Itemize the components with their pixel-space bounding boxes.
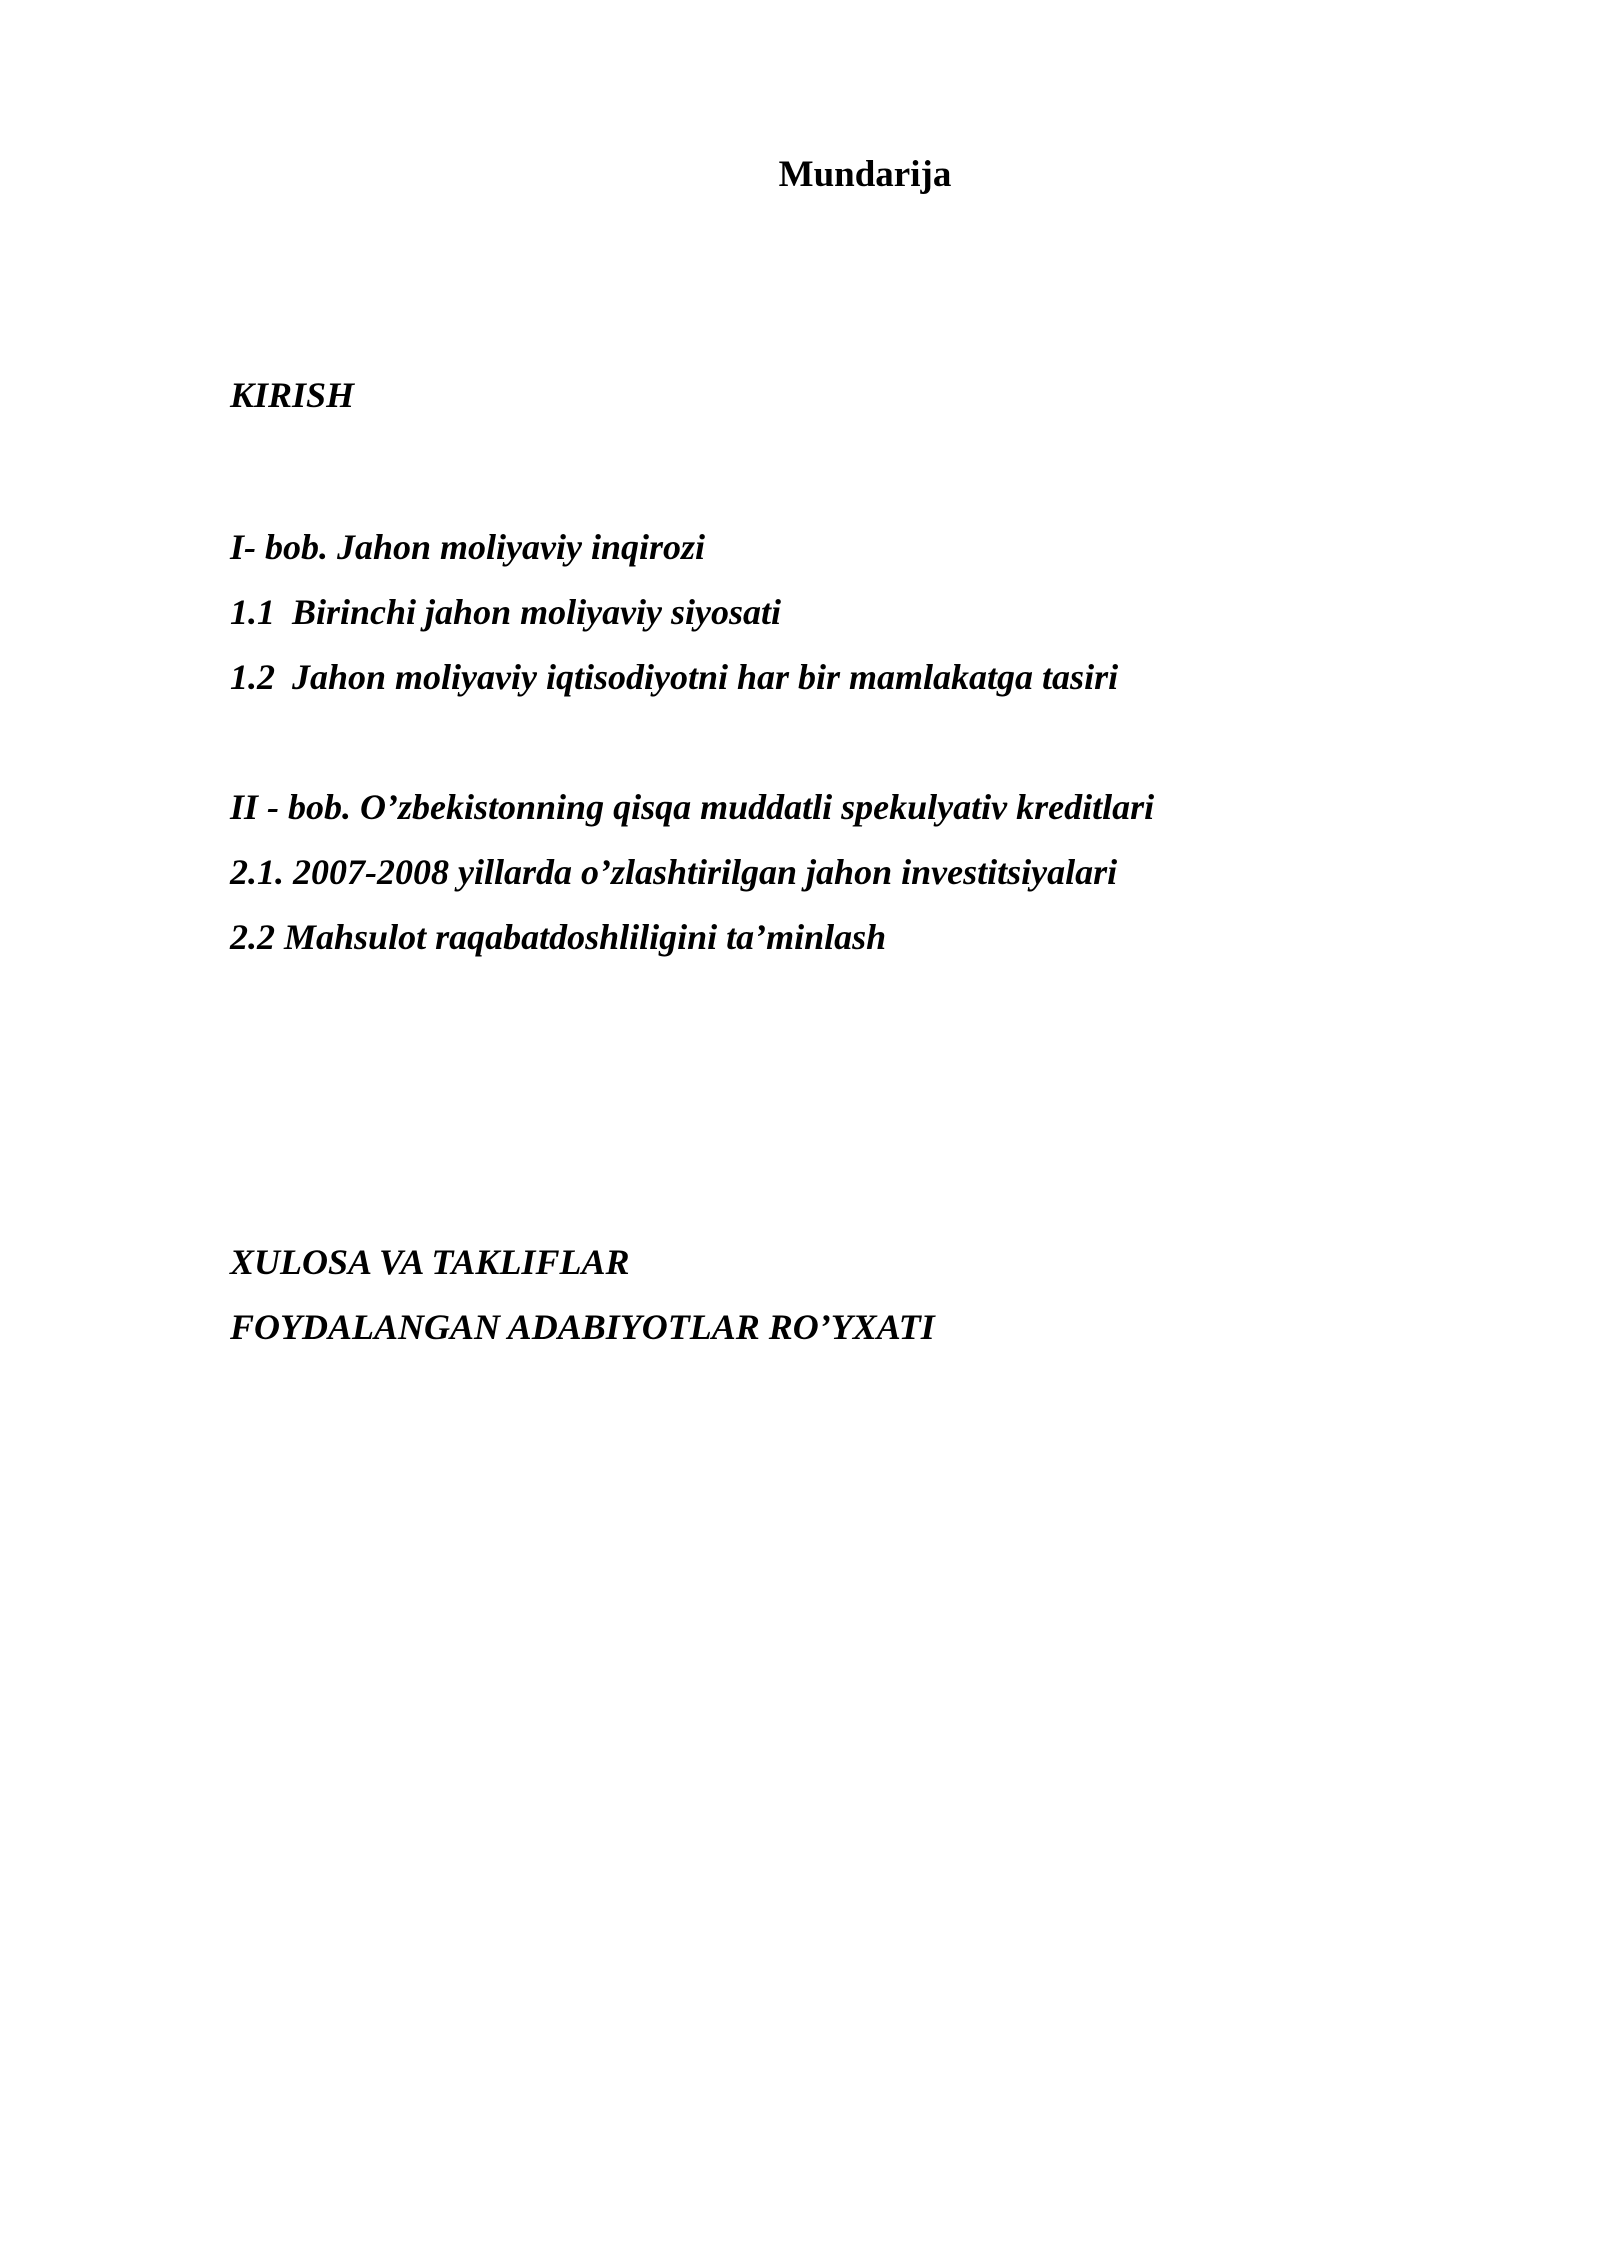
toc-section-1-2 [230,652,1118,702]
toc-section-text: Birinchi jahon moliyaviy siyosati [292,592,782,632]
toc-section-number: 1.1 [230,592,275,632]
toc-section-text: Jahon moliyaviy iqtisodiyotni har bir mamlakatga tasiri [292,657,1119,697]
toc-bibliography: FOYDALANGAN ADABIYOTLAR RO’YXATI [230,1307,935,1347]
toc-section-1-1 [230,587,781,637]
toc-section-number: 1.2 [230,657,275,697]
toc-section-2-2: 2.2 Mahsulot raqabatdoshliligini ta’minlash [230,917,887,957]
toc-intro: KIRISH [230,375,355,415]
toc-conclusion: XULOSA VA TAKLIFLAR [230,1242,630,1282]
toc-chapter-2-heading: II - bob. O’zbekistonning qisqa muddatli spekulyativ kreditlari [230,787,1155,827]
toc-chapter-1-heading: I- bob. Jahon moliyaviy inqirozi [230,527,706,567]
page-title: Mundarija [778,154,952,195]
toc-section-2-1: 2.1. 2007-2008 yillarda o’zlashtirilgan jahon investitsiyalari [230,852,1118,892]
